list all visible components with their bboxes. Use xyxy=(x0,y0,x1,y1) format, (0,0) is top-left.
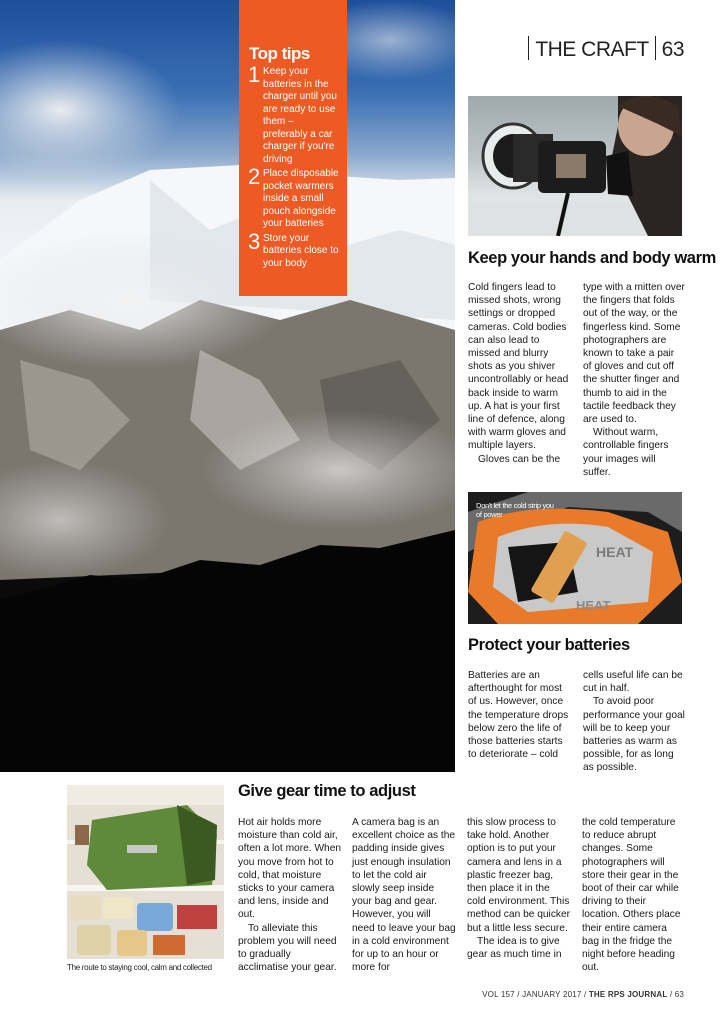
hands-column-2 xyxy=(583,281,685,479)
batteries-column-2 xyxy=(583,669,685,775)
tip-item xyxy=(248,228,339,271)
top-tips-title: Top tips xyxy=(249,44,310,63)
tip-number: 1 xyxy=(248,62,261,87)
mountain-photo xyxy=(0,0,455,772)
paragraph: this slow process to take hold. Another option is to put your camera and lens in a plastic freezer bag, then place it in the cold environment. This method can be quicker but a little less secure. xyxy=(467,817,571,934)
paragraph: cells useful life can be cut in half. xyxy=(583,670,683,695)
tip-text: Keep your batteries in the charger until you are ready to use them – preferably a car charger if you're driving xyxy=(263,66,337,165)
tip-item xyxy=(248,164,339,231)
heading-batteries: Protect your batteries xyxy=(468,636,630,654)
battery-photo-caption: Don't let the cold strip you of power xyxy=(476,501,554,519)
camera-illustration xyxy=(468,96,682,236)
paragraph: To avoid poor performance your goal will be to keep your batteries as warm as possible, for as long as possible. xyxy=(583,696,685,774)
gear-column-3 xyxy=(467,816,571,961)
tip-item xyxy=(248,62,339,166)
gear-column-4 xyxy=(582,816,686,974)
footer-volume: VOL 157 / JANUARY 2017 / xyxy=(482,990,587,999)
top-tips-box xyxy=(239,0,347,296)
gear-column-2 xyxy=(352,816,456,974)
paragraph: The idea is to give gear as much time in xyxy=(467,935,562,961)
tip-number: 3 xyxy=(248,228,261,254)
paragraph: Without warm, controllable fingers your images will suffer. xyxy=(583,427,669,478)
divider xyxy=(528,36,529,60)
paragraph: type with a mitten over the fingers that folds out of the way, or the fingerless kind. Some photographers are known to take a pair of gloves and cut off the shutter finger and thumb to aid in the tactile feedback they are used to. xyxy=(583,282,685,426)
tip-number: 2 xyxy=(248,164,261,189)
heading-hands: Keep your hands and body warm xyxy=(468,249,716,267)
fridge-camera-bag-photo xyxy=(67,785,224,959)
footer-page: / 63 xyxy=(669,990,684,999)
paragraph: Hot air holds more moisture than cold air, often a lot more. When you move from hot to cold, that moisture sticks to your camera and lens, inside and out. xyxy=(238,817,342,921)
paragraph: Gloves can be the xyxy=(478,453,561,465)
paragraph: the cold temperature to reduce abrupt changes. Some photographers will store their gear in the boot of their car while driving to their location. Others place their entire camera bag in the fridge the night before heading out. xyxy=(582,817,681,974)
batteries-column-1 xyxy=(468,669,570,761)
divider xyxy=(655,36,656,60)
mountain-illustration xyxy=(0,0,455,772)
fridge-photo-caption: The route to staying cool, calm and collected xyxy=(67,963,212,972)
hands-column-1 xyxy=(468,281,570,466)
photographer-camera-photo xyxy=(468,96,682,236)
heat-pack-label: HEAT xyxy=(596,544,634,560)
section-title: THE CRAFT xyxy=(535,38,649,61)
paragraph: To alleviate this problem you will need to gradually acclimatise your gear. xyxy=(238,922,337,974)
paragraph: Batteries are an afterthought for most of us. However, once the temperature drops below zero the life of those batteries starts to deteriorate – cold xyxy=(468,670,569,761)
paragraph: Cold fingers lead to missed shots, wrong settings or dropped cameras. Cold bodies can also lead to missed and blurry shots as you shiver uncontrollably or head back inside to warm up. A hat is your first line of defence, along with warm gloves and multiple layers. xyxy=(468,282,569,452)
tip-text: Place disposable pocket warmers inside a small pouch alongside your batteries xyxy=(263,168,339,229)
footer-journal: THE RPS JOURNAL xyxy=(588,990,668,999)
page-footer xyxy=(482,990,684,999)
paragraph: A camera bag is an excellent choice as the padding inside gives just enough insulation to let the cold air slowly seep inside your bag and gear. However, you will need to leave your bag in a cold environment for up to an hour or more for xyxy=(352,817,456,974)
fridge-illustration xyxy=(67,785,224,959)
tip-text: Store your batteries close to your body xyxy=(263,232,339,269)
gear-column-1 xyxy=(238,816,342,974)
section-header xyxy=(522,36,684,62)
page-number: 63 xyxy=(661,38,684,61)
heading-gear: Give gear time to adjust xyxy=(238,782,416,800)
heat-pack-label: HEAT xyxy=(576,598,611,613)
